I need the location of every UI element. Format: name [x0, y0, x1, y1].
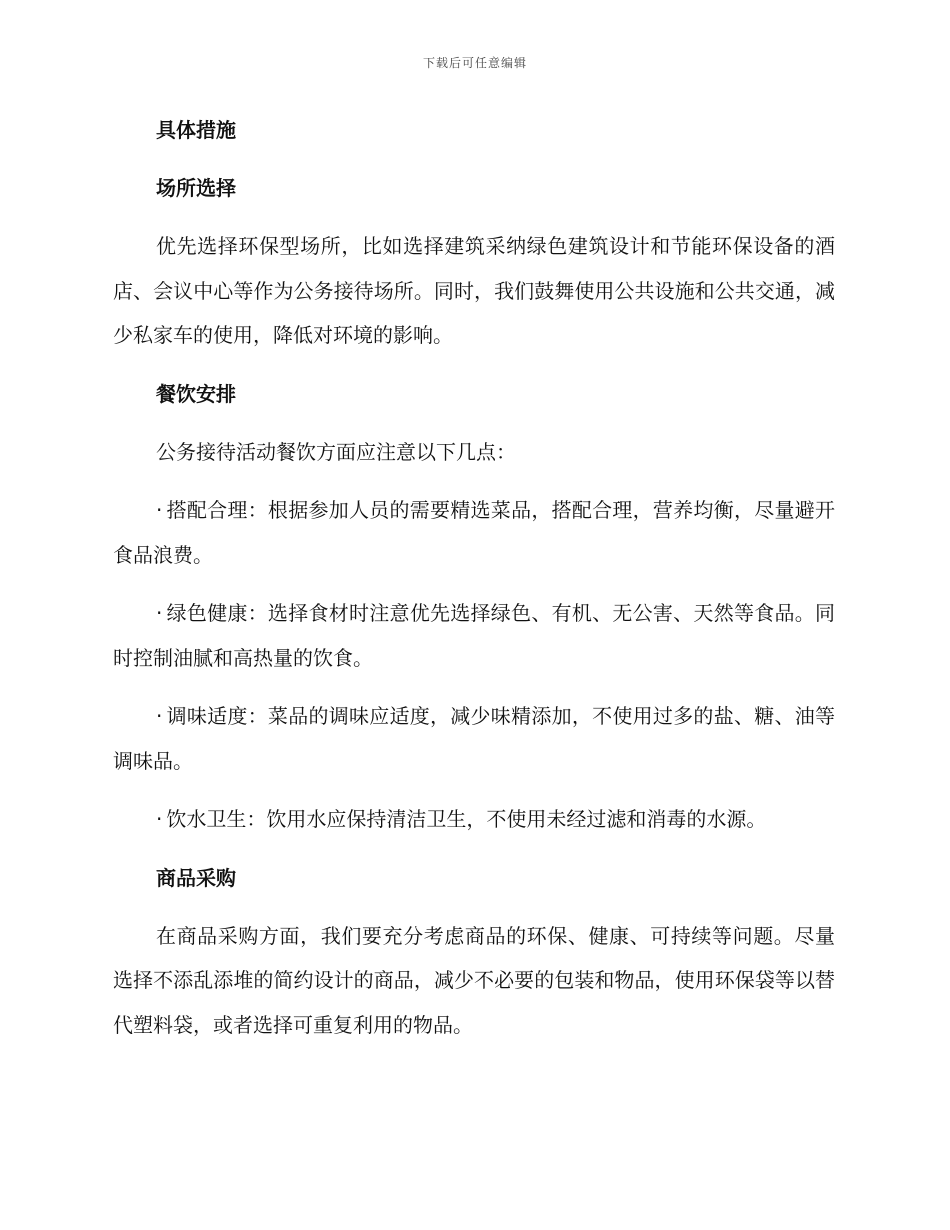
bullet-marker: · — [156, 601, 163, 625]
main-heading: 具体措施 — [156, 118, 236, 142]
bullet-text: 调味适度：菜品的调味应适度，减少味精添加，不使用过多的盐、糖、油等调味品。 — [113, 704, 835, 773]
header-note: 下载后可任意编辑 — [422, 56, 527, 70]
dining-heading: 餐饮安排 — [156, 381, 236, 406]
bullet-marker: · — [156, 704, 163, 728]
venue-paragraph: 优先选择环保型场所，比如选择建筑采纳绿色建筑设计和节能环保设备的酒店、会议中心等作为公务接待场所。同时，我们鼓舞使用公共设施和公共交通，减少私家车的使用，降低对环境的影响。 — [113, 234, 835, 347]
venue-heading: 场所选择 — [156, 176, 236, 200]
dining-bullet-item — [113, 797, 835, 842]
bullet-text: 饮水卫生：饮用水应保持清洁卫生，不使用未经过滤和消毒的水源。 — [166, 807, 767, 831]
bullet-text: 绿色健康：选择食材时注意优先选择绿色、有机、无公害、天然等食品。同时控制油腻和高热量的饮食。 — [113, 601, 835, 670]
dining-bullet-item — [113, 694, 835, 783]
bullet-text: 搭配合理：根据参加人员的需要精选菜品，搭配合理，营养均衡，尽量避开食品浪费。 — [113, 498, 835, 567]
dining-bullet-item — [113, 488, 835, 577]
bullet-marker: · — [156, 807, 163, 831]
purchasing-paragraph: 在商品采购方面，我们要充分考虑商品的环保、健康、可持续等问题。尽量选择不添乱添堆的简约设计的商品，减少不必要的包装和物品，使用环保袋等以替代塑料袋，或者选择可重复利用的物品。 — [113, 923, 835, 1037]
dining-bullet-item — [113, 591, 835, 680]
dining-intro: 公务接待活动餐饮方面应注意以下几点： — [156, 439, 516, 464]
purchasing-heading: 商品采购 — [156, 865, 236, 890]
bullet-marker: · — [156, 498, 163, 522]
document-body — [113, 108, 835, 1061]
